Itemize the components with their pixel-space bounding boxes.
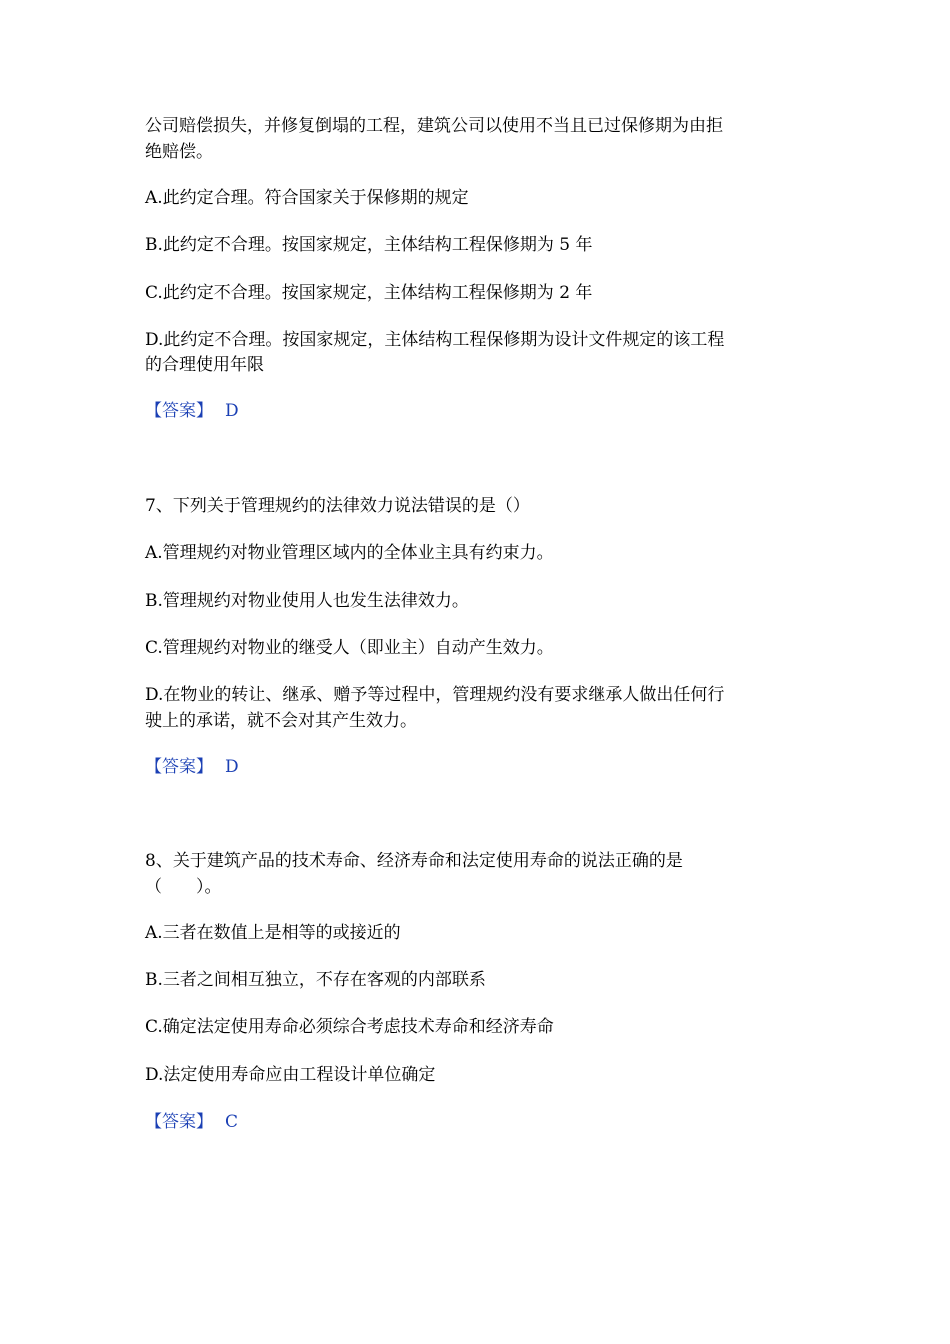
q6-option-c: C.此约定不合理。按国家规定，主体结构工程保修期为 2 年 [145, 283, 593, 303]
q6-answer [145, 399, 239, 423]
q6-answer-value: D [225, 401, 239, 421]
q8-stem-line1: 8、关于建筑产品的技术寿命、经济寿命和法定使用寿命的说法正确的是 [145, 851, 683, 871]
q6-answer-label: 【答案】 [145, 401, 213, 421]
q6-stem-line2: 绝赔偿。 [145, 142, 213, 162]
q7-option-a: A.管理规约对物业管理区域内的全体业主具有约束力。 [145, 543, 554, 563]
q8-option-b: B.三者之间相互独立，不存在客观的内部联系 [145, 970, 486, 990]
q6-stem-line1: 公司赔偿损失，并修复倒塌的工程，建筑公司以使用不当且已过保修期为由拒 [145, 116, 723, 136]
q6-option-b: B.此约定不合理。按国家规定，主体结构工程保修期为 5 年 [145, 235, 593, 255]
q8-answer-label: 【答案】 [145, 1112, 213, 1132]
q7-option-d-line2: 驶上的承诺，就不会对其产生效力。 [145, 711, 417, 731]
q6-option-a: A.此约定合理。符合国家关于保修期的规定 [145, 188, 469, 208]
q8-option-a: A.三者在数值上是相等的或接近的 [145, 923, 401, 943]
q7-option-d-line1: D.在物业的转让、继承、赠予等过程中，管理规约没有要求继承人做出任何行 [145, 685, 725, 705]
q8-answer [145, 1110, 238, 1134]
q7-answer [145, 755, 239, 779]
q8-option-d: D.法定使用寿命应由工程设计单位确定 [145, 1065, 436, 1085]
q6-option-d-line1: D.此约定不合理。按国家规定，主体结构工程保修期为设计文件规定的该工程 [145, 330, 725, 350]
q7-option-b: B.管理规约对物业使用人也发生法律效力。 [145, 591, 469, 611]
q7-answer-value: D [225, 757, 239, 777]
q8-option-c: C.确定法定使用寿命必须综合考虑技术寿命和经济寿命 [145, 1017, 554, 1037]
q8-answer-value: C [225, 1112, 239, 1132]
q7-answer-label: 【答案】 [145, 757, 213, 777]
q6-option-d-line2: 的合理使用年限 [145, 355, 264, 375]
q7-stem: 7、下列关于管理规约的法律效力说法错误的是（） [145, 496, 530, 516]
q7-option-c: C.管理规约对物业的继受人（即业主）自动产生效力。 [145, 638, 554, 658]
q8-stem-line2: （ ）。 [145, 877, 222, 897]
